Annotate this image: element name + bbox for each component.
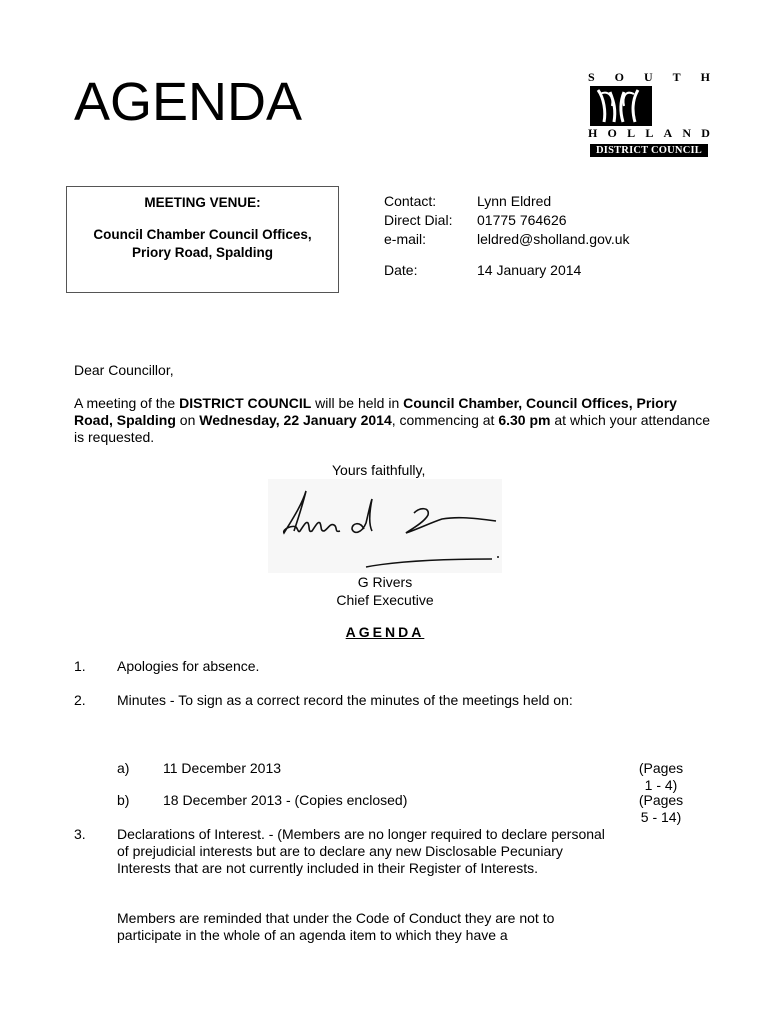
signer-name: G Rivers — [357, 574, 413, 590]
email-value[interactable]: leldred@sholland.gov.uk — [477, 231, 630, 247]
agenda-item-text: Apologies for absence. — [117, 658, 260, 674]
page-reference: (Pages 5 - 14) — [638, 792, 684, 825]
salutation: Dear Councillor, — [74, 362, 174, 378]
contact-value: Lynn Eldred — [477, 193, 552, 209]
item-number: 1. — [74, 658, 86, 674]
logo-word-south: S O U T H — [588, 70, 710, 84]
subitem-text: 11 December 2013 — [163, 760, 282, 776]
venue-heading: MEETING VENUE: — [144, 195, 261, 210]
item-number: 2. — [74, 692, 86, 708]
agenda-heading: AGENDA — [345, 624, 425, 640]
signature-image — [268, 479, 502, 573]
subitem-label: a) — [117, 760, 130, 776]
venue-line-2: Priory Road, Spalding — [131, 245, 274, 260]
meeting-venue-box — [66, 186, 339, 293]
signer-block — [0, 573, 770, 609]
subitem-label: b) — [117, 792, 130, 808]
council-logo — [588, 70, 710, 158]
page-title: AGENDA — [74, 72, 303, 132]
tulip-logo-icon — [590, 86, 652, 126]
logo-district-council: DISTRICT COUNCIL — [590, 144, 708, 157]
agenda-item-continuation: Members are reminded that under the Code of Conduct they are not to participate in the whole of an agenda item to which they have a — [117, 910, 555, 943]
contact-label: Contact: — [384, 193, 437, 209]
date-label: Date: — [384, 262, 418, 278]
agenda-item-text: Declarations of Interest. - (Members are no longer required to declare personal of prejudicial interests but are to declare any new Disclosable Pecuniary Interests that are not currently included in their Register of Interests. — [117, 826, 605, 876]
date-value: 14 January 2014 — [477, 262, 582, 278]
direct-dial-label: Direct Dial: — [384, 212, 453, 228]
meeting-paragraph: A meeting of the DISTRICT COUNCIL will be held in Council Chamber, Council Offices, Priory Road, Spalding on Wednesday, 22 January 2014, commencing at 6.30 pm at which your attendance is requested. — [74, 395, 711, 445]
closing: Yours faithfully, — [332, 462, 426, 478]
email-label: e-mail: — [384, 231, 427, 247]
subitem-text: 18 December 2013 - (Copies enclosed) — [163, 792, 408, 808]
agenda-item-text: Minutes - To sign as a correct record the minutes of the meetings held on: — [117, 692, 573, 708]
item-number: 3. — [74, 826, 86, 842]
signer-title: Chief Executive — [336, 592, 434, 608]
direct-dial-value: 01775 764626 — [477, 212, 567, 228]
logo-word-holland: H O L L A N D — [588, 126, 710, 140]
venue-line-1: Council Chamber Council Offices, — [93, 227, 312, 242]
page-reference: (Pages 1 - 4) — [638, 760, 684, 793]
